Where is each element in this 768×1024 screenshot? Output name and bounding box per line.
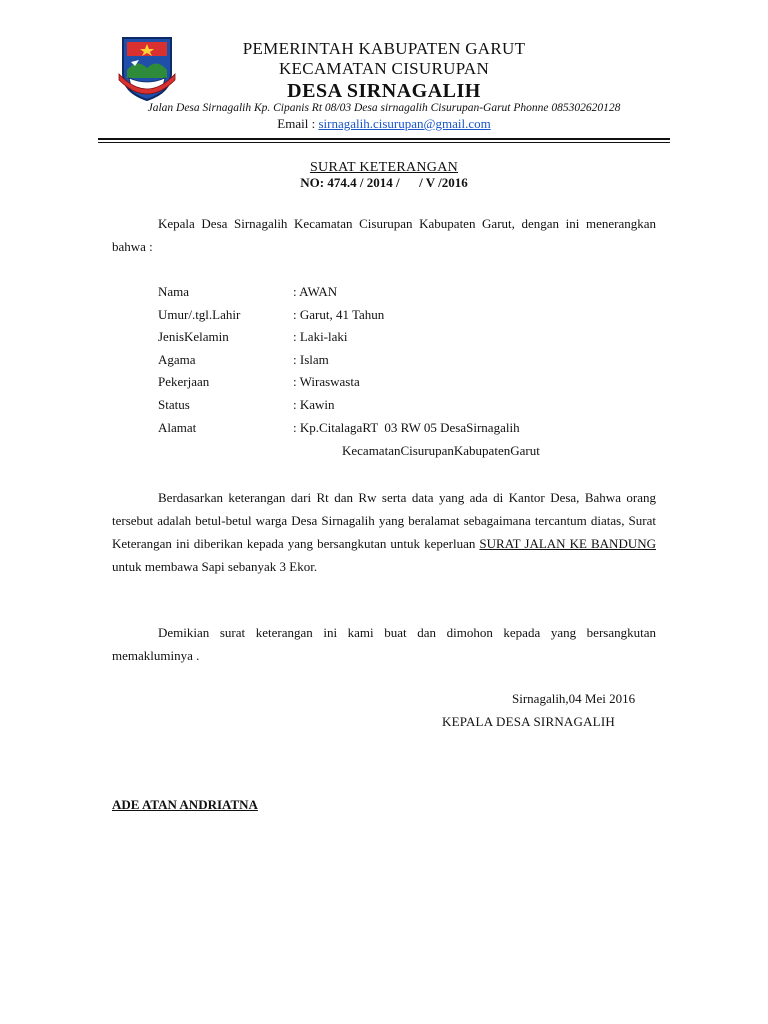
field-value: : Kp.CitalagaRT 03 RW 05 DesaSirnagalih xyxy=(293,420,520,435)
office-address: Jalan Desa Sirnagalih Kp. Cipanis Rt 08/03 Desa sirnagalih Cisurupan-Garut Phonne 085302620128 xyxy=(147,102,621,114)
government-name: PEMERINTAH KABUPATEN GARUT xyxy=(242,39,526,58)
field-label: Alamat xyxy=(158,420,197,435)
email-link[interactable]: sirnagalih.cisurupan@gmail.com xyxy=(318,116,491,131)
body-text-1: Berdasarkan keterangan dari Rt dan Rw serta data yang ada di Kantor Desa, Bahwa orang tersebut adalah betul-betul warga Desa Sirnagalih yang beralamat sebagaimana tercantum diatas, Surat Keterangan ini diberikan kepada yang bersangkutan untuk keperluan xyxy=(112,490,656,551)
district-name: KECAMATAN CISURUPAN xyxy=(278,59,490,78)
field-value: : Garut, 41 Tahun xyxy=(293,307,385,322)
field-value: : Laki-laki xyxy=(293,329,348,344)
regency-logo xyxy=(117,34,177,102)
field-label: Pekerjaan xyxy=(158,374,210,389)
address-continuation: KecamatanCisurupanKabupatenGarut xyxy=(342,443,540,458)
header-divider-thick xyxy=(98,138,670,140)
field-label: Umur/.tgl.Lahir xyxy=(158,307,241,322)
letter-number: NO: 474.4 / 2014 / / V /2016 xyxy=(300,175,468,190)
email-line xyxy=(110,116,658,132)
field-value: : AWAN xyxy=(293,284,338,299)
village-name: DESA SIRNAGALIH xyxy=(287,80,481,102)
field-label: JenisKelamin xyxy=(158,329,229,344)
body-text-2: untuk membawa Sapi sebanyak 3 Ekor. xyxy=(112,559,318,574)
signer-name: ADE ATAN ANDRIATNA xyxy=(112,797,258,812)
field-label: Nama xyxy=(158,284,190,299)
field-value: : Wiraswasta xyxy=(293,374,360,389)
intro-paragraph xyxy=(112,212,656,258)
header-divider-thin xyxy=(98,142,670,143)
body-paragraph xyxy=(112,486,656,578)
closing-text: Demikian surat keterangan ini kami buat dan dimohon kepada yang bersangkutan memakluminya . xyxy=(112,625,656,663)
field-value: : Islam xyxy=(293,352,329,367)
field-value: : Kawin xyxy=(293,397,335,412)
purpose-text: SURAT JALAN KE BANDUNG xyxy=(479,536,656,551)
field-label: Status xyxy=(158,397,190,412)
letter-title: SURAT KETERANGAN xyxy=(309,160,459,175)
closing-paragraph xyxy=(112,621,656,667)
field-label: Agama xyxy=(158,352,196,367)
intro-text: Kepala Desa Sirnagalih Kecamatan Cisurupan Kabupaten Garut, dengan ini menerangkan bahwa : xyxy=(112,216,656,254)
email-label: Email : xyxy=(277,116,319,131)
place-date: Sirnagalih,04 Mei 2016 xyxy=(512,691,636,706)
signer-title: KEPALA DESA SIRNAGALIH xyxy=(442,714,615,729)
